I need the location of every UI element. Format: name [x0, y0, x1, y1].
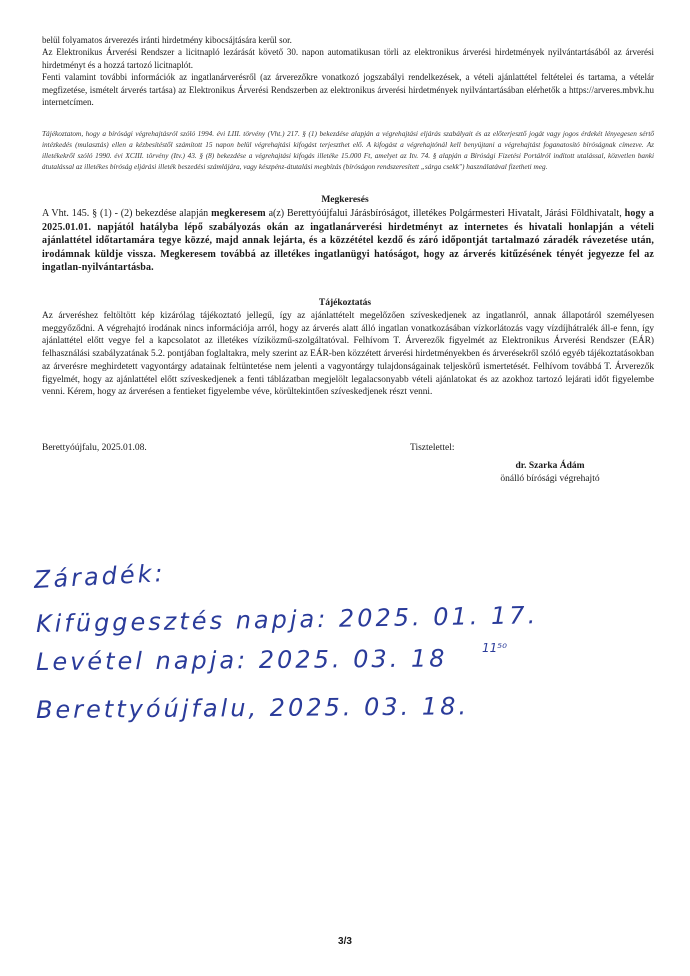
request-bold-verb: megkeresem — [211, 208, 266, 219]
signer-title: önálló bírósági végrehajtó — [500, 474, 600, 484]
handwritten-clause-label: Záradék: — [33, 559, 167, 594]
handwritten-removal-time: 11⁵⁰ — [482, 641, 507, 655]
handwritten-place-date: Berettyóújfalu, 2025. 03. 18. — [35, 692, 470, 724]
signer-name-text: dr. Szarka Ádám — [515, 461, 585, 471]
notice-paragraph: Az árveréshez feltöltött kép kizárólag tájékoztató jellegű, így az ajánlattételt megelőzően szíveskedjenek az ingatlanról, annak állapotáról személyesen meggyőződni. A végrehajtó irodának nincs információja arról, hogy az árverés alatt álló ingatlan vonatkozásában vízkorlátozás vagy vízdíjhátralék áll-e fenn, így ajánlattétel előtt vegye fel a kapcsolatot az illetékes víziközmű-szolgáltatóval. Felhívom T. Árverezők figyelmét az Elektronikus Árverési Rendszer (EÁR) felhasználási szabályzatának 5.2. pontjában foglaltakra, mely szerint az EÁR-ben közzétett árverési hirdetményekben és árverésekről szóló egyéb tájékoztatásokban az árverésre meghirdetett vagyontárgy adatainak feltüntetése nem jelenti a vagyontárgy tulajdonságainak teljeskörű ismertetését. Felhívom továbbá T. Árverezők figyelmét, hogy az ajánlattétel előtt szíveskedjenek a fenti táblázatban megjelölt legalacsonyabb vételi ajánlatokat és az azokhoz tartozó lejárati időt figyelembe venni. Kérem, hogy az árverésen a fentieket figyelembe véve, körültekintően szíveskedjenek részt venni. — [42, 311, 654, 398]
notice-heading: Tájékoztatás — [318, 298, 372, 308]
signer-name — [0, 461, 690, 471]
further-info-paragraph: Fenti valamint további információk az ingatlanárverésről (az árverezőkre vonatkozó jogszabályi rendelkezések, a vételi ajánlattétel feltételei és tartama, a vételár megfizetése, ismételt árverés tartása) az Elektronikus Árverési Rendszerben az elektronikus árverési hirdetmények nyilvántartásában elérhetők a https://arveres.mbvk.hu internetcímen. — [42, 72, 654, 107]
page-number: 3/3 — [338, 936, 352, 947]
request-intro: A Vht. 145. § (1) - (2) bekezdése alapján — [42, 208, 212, 219]
request-bold-body: hogy a 2025.01.01. napjától hatályba lépő szabályozás okán az ingatlanárverési hirdetményt az internetes és hivatali honlapján a vételi ajánlattétel időtartamára tegye közzé, majd annak lejárta, és a közzététel kezdő és záró időpontját tartalmazó záradék rávezetése után, irodámnak küldje vissza. Megkeresem továbbá az illetékes ingatlanügyi hatóságot, hogy az árverés kitűzésének tényét jegyezze fel az ingatlan-nyilvántartásba. — [42, 208, 654, 273]
place-date: Berettyóújfalu, 2025.01.08. — [42, 443, 147, 453]
legal-remedy-notice: Tájékoztatom, hogy a bírósági végrehajtásról szóló 1994. évi LIII. törvény (Vht.) 217. § (1) bekezdése alapján a végrehajtási eljárás szabályait és az előterjesztő jogát vagy jogos érdekét lényegesen sértő intézkedés (mulasztás) ellen a kézbesítéstől számított 15 napon belül végrehajtási kifogást terjeszthet elő. A kifogást a végrehajtónál kell benyújtani a végrehajtást foganatosító bíróságnak címezve. Az illetékekről szóló 1990. évi XCIII. törvény (Itv.) 43. § (8) bekezdése a végrehajtási kifogás illetéke 15.000 Ft, amelyet az Itv. 74. § alapján a Bírósági Fizetési Portálról indított utalással, közvetlen banki átutalással az illetékes bíróság eljárási illeték beszedési számlájára, vagy készpénz-átutalási megbízás (bíróságon rendszeresített „sárga csekk") használatával fizetheti meg. — [42, 129, 654, 171]
request-heading: Megkeresés — [321, 195, 369, 205]
request-addressees: a(z) Berettyóújfalui Járásbíróságot, illetékes Polgármesteri Hivatalt, Járási Földhivatalt, — [265, 208, 625, 219]
request-paragraph — [42, 207, 654, 275]
auto-delete-notice: Az Elektronikus Árverési Rendszer a licitnapló lezárását követő 30. napon automatikusan törli az elektronikus árverési hirdetmények nyilvántartásából az árverési hirdetményt és a hozzá tartozó licitnaplót. — [42, 47, 654, 70]
continuation-text: belül folyamatos árverezés iránti hirdetmény kibocsájtására kerül sor. — [42, 35, 292, 45]
closing-salutation: Tisztelettel: — [410, 443, 455, 453]
handwritten-removal-date: Levétel napja: 2025. 03. 18 — [35, 644, 448, 676]
handwritten-posting-date: Kifüggesztés napja: 2025. 01. 17. — [35, 601, 539, 638]
